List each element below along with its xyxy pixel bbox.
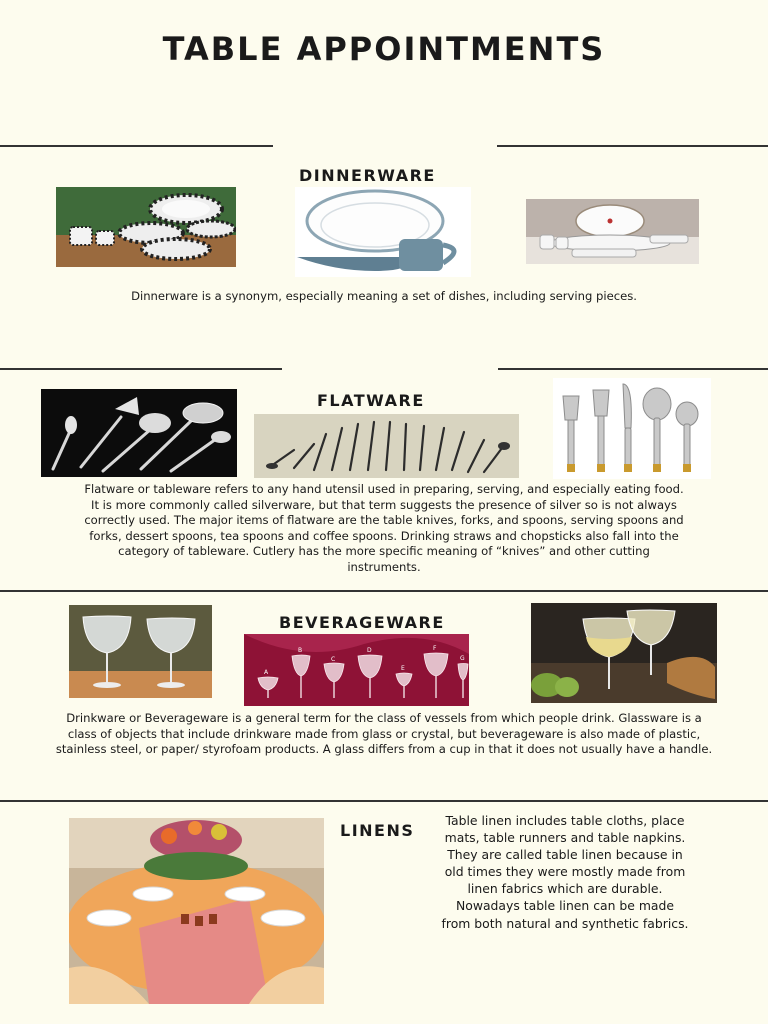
- dinnerware-heading: DINNERWARE: [299, 166, 436, 185]
- white-wine-photo: [531, 603, 717, 703]
- silver-serving-utensils-photo: [41, 389, 237, 477]
- section-divider: [0, 590, 768, 592]
- glass-label-f: F: [433, 645, 437, 652]
- section-divider: [0, 145, 273, 147]
- glass-label-d: D: [367, 647, 372, 654]
- section-divider: [498, 368, 768, 370]
- blue-rim-dinnerware-photo: [295, 187, 471, 277]
- beverageware-description: Drinkware or Beverageware is a general term for the class of vessels from which people drink. Glassware is a class of objects that include drinkware made from glass or crystal, but beverageware is also made of plastic, stainless steel, or paper/ styrofoam products. A glass differs from a cup in that it does not usually have a handle.: [55, 711, 713, 756]
- page-title: TABLE APPOINTMENTS: [162, 30, 606, 68]
- glass-label-c: C: [331, 656, 336, 663]
- flatware-set-photo: [254, 414, 519, 478]
- lettered-glassware-photo: [244, 634, 469, 706]
- linens-description: Table linen includes table cloths, place mats, table runners and table napkins. They are called table linen because in old times they were mostly made from linen fabrics which are durable. Nowadays table linen can be made from both natural and synthetic fabrics.: [441, 813, 689, 931]
- flatware-description: Flatware or tableware refers to any hand utensil used in preparing, serving, and especially eating food. It is more commonly called silverware, but that term suggests the presence of silver so is not always correctly used. The major items of flatware are the table knives, forks, and spoons, serving spoons and forks, dessert spoons, tea spoons and coffee spoons. Drinking straws and chopsticks also fall into the category of tableware. Cutlery has the more specific meaning of “knives” and other cutting instruments.: [84, 482, 684, 574]
- beverageware-heading: BEVERAGEWARE: [279, 613, 445, 632]
- section-divider: [497, 145, 768, 147]
- glass-label-g: G: [460, 655, 465, 662]
- table-linen-photo: [69, 818, 324, 1004]
- gold-accent-cutlery-photo: [553, 378, 711, 479]
- dinnerware-description: Dinnerware is a synonym, especially meaning a set of dishes, including serving pieces.: [131, 289, 637, 303]
- flatware-heading: FLATWARE: [317, 391, 425, 410]
- zebra-dinnerware-photo: [56, 187, 236, 267]
- wine-glasses-photo: [69, 605, 212, 698]
- linens-heading: LINENS: [340, 821, 415, 840]
- glass-label-e: E: [401, 665, 405, 672]
- section-divider: [0, 368, 282, 370]
- glass-label-a: A: [264, 669, 269, 676]
- floral-dinnerware-photo: [526, 199, 699, 264]
- section-divider: [0, 800, 768, 802]
- glass-label-b: B: [298, 647, 303, 654]
